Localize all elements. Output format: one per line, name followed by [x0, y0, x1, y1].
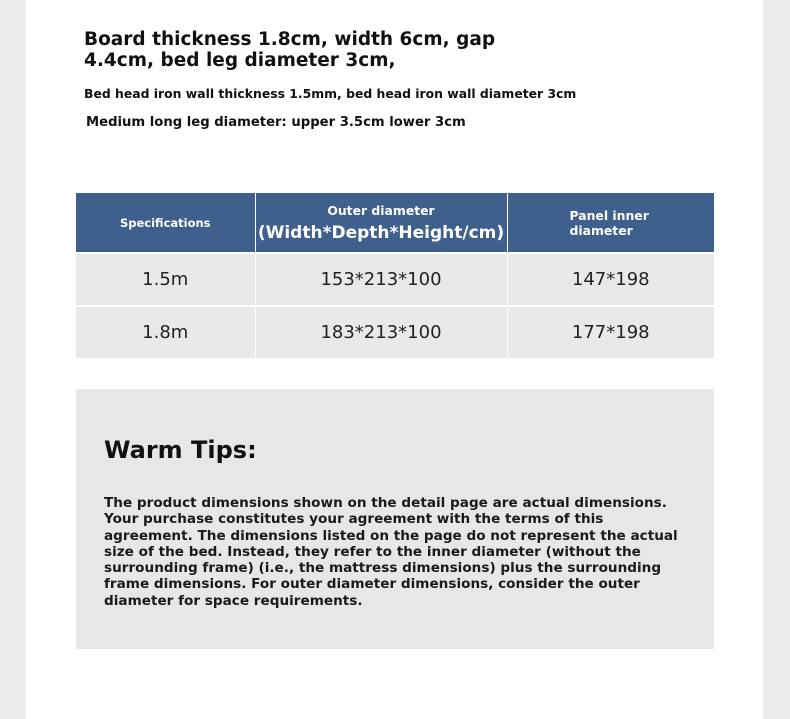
header-outer-diameter-unit: (Width*Depth*Height/cm)	[257, 223, 505, 243]
header-specifications: Specifications	[76, 193, 255, 253]
header-outer-diameter	[255, 193, 507, 253]
header-outer-diameter-label: Outer diameter	[327, 203, 435, 218]
cell-inner-diameter: 177*198	[507, 306, 714, 358]
cell-outer-diameter: 153*213*100	[255, 253, 507, 306]
product-detail-page	[26, 0, 763, 719]
leg-diameter-text: Medium long leg diameter: upper 3.5cm lower 3cm	[86, 115, 466, 130]
warm-tips-title: Warm Tips:	[104, 436, 257, 464]
cell-outer-diameter: 183*213*100	[255, 306, 507, 358]
size-spec-table	[76, 193, 714, 358]
table-row	[76, 253, 714, 306]
table-header-row	[76, 193, 714, 253]
bed-head-specs-text: Bed head iron wall thickness 1.5mm, bed head iron wall diameter 3cm	[84, 86, 577, 101]
header-panel-inner-diameter: Panel inner diameter	[507, 193, 714, 253]
cell-spec: 1.8m	[76, 306, 255, 358]
warm-tips-box	[76, 389, 714, 649]
table-row	[76, 306, 714, 358]
cell-inner-diameter: 147*198	[507, 253, 714, 306]
board-specs-heading: Board thickness 1.8cm, width 6cm, gap 4.4cm, bed leg diameter 3cm,	[84, 29, 496, 71]
cell-spec: 1.5m	[76, 253, 255, 306]
warm-tips-body: The product dimensions shown on the detail page are actual dimensions. Your purchase constitutes your agreement with the terms of this agreement. The dimensions listed on the page do not represent the actual size of the bed. Instead, they refer to the inner diameter (without the surrounding frame) (i.e., the mattress dimensions) plus the surrounding frame dimensions. For outer diameter dimensions, consider the outer diameter for space requirements.	[104, 495, 678, 609]
